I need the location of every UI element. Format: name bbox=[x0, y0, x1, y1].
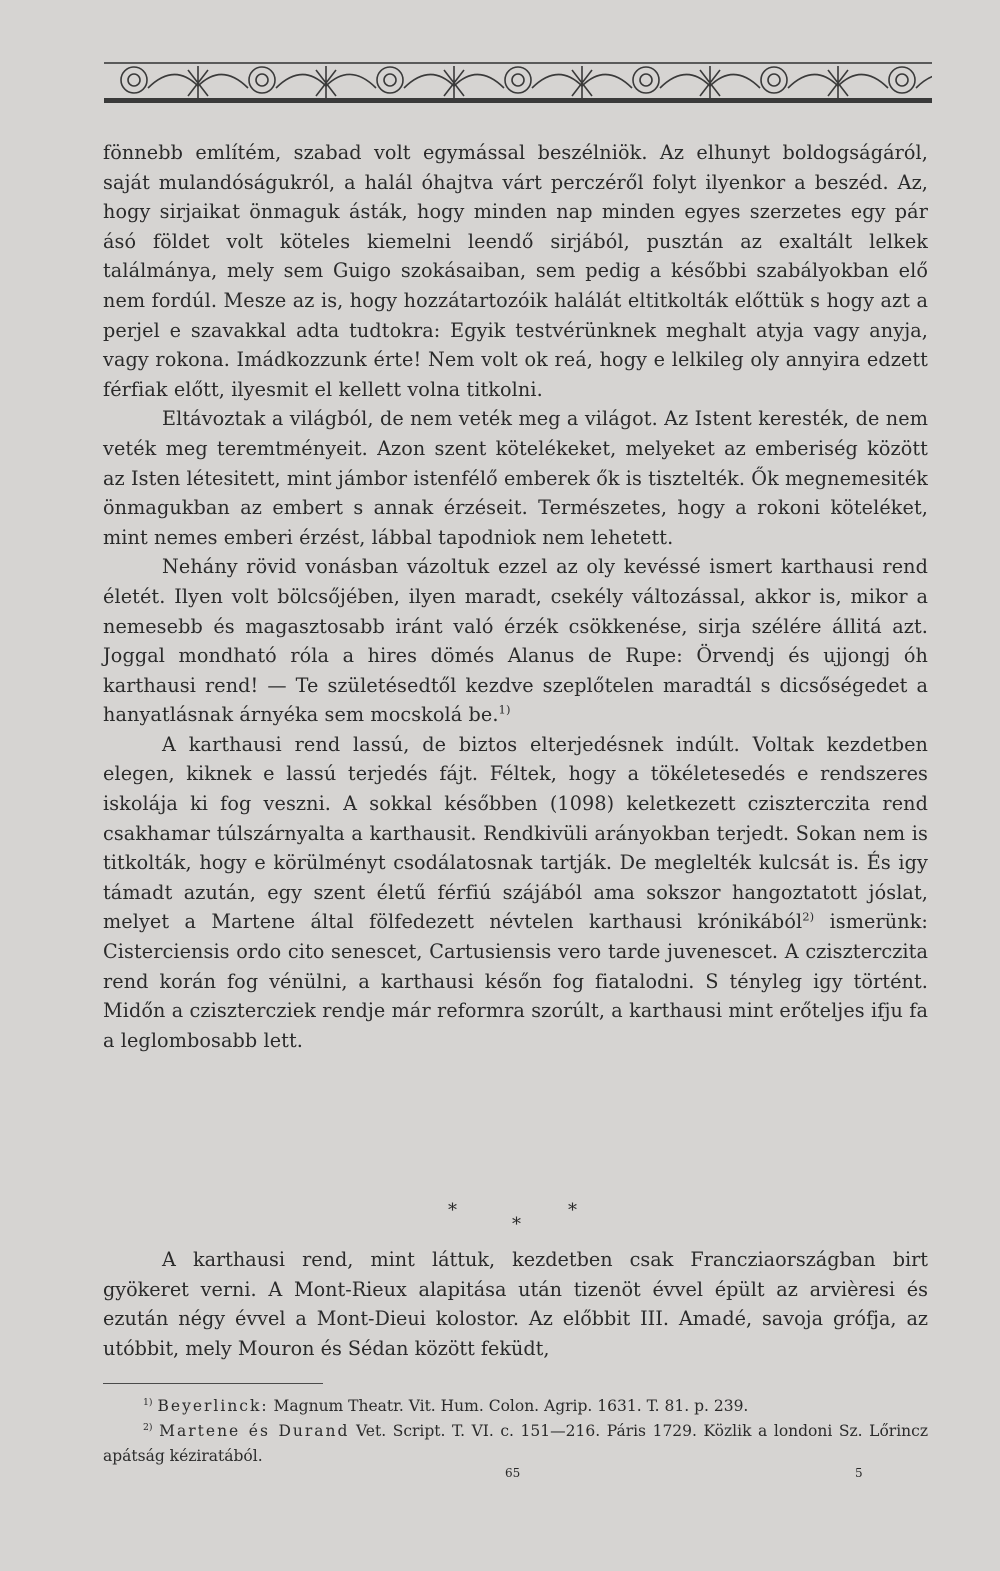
paragraph-4-text: A karthausi rend lassú, de biztos elterjedésnek indúlt. Voltak kezdetben elegen, kiknek e lassú terjedés fájt. Féltek, hogy a tökéletesedés e rendszeres iskolája ki fog veszni. A sokkal későbben (1098) keletkezett cziszterczita rend csakhamar túlszárnyalta a karthausit. Rendkivüli arányokban terjedt. Sokan nem is titkolták, hogy e körülményt csodálatosnak tartják. De meglelték kulcsát is. És igy támadt azután, egy szent életű férfiú szájából ama sokszor hangoztatott jóslat, melyet a Martene által fölfedezett névtelen karthausi krónikából bbox=[103, 732, 928, 934]
footnote-ref-2: 2) bbox=[802, 910, 815, 925]
footnote-2 bbox=[103, 1419, 928, 1469]
signature-number: 65 bbox=[505, 1466, 521, 1480]
paragraph-4-text-cont: ismerünk: Cisterciensis ordo cito senescet, Cartusiensis vero tarde juvenescet. A cziszterczita rend korán fog vénülni, a karthausi későn fog fiatalodni. S tényleg igy történt. Midőn a czisztercziek rendje már reformra szorúlt, a karthausi mint erőteljes ifju fa a leglombosabb lett. bbox=[103, 910, 928, 1052]
star-3: * bbox=[568, 1200, 577, 1221]
footnote-2-text: Vet. Script. T. VI. c. 151—216. Páris 1729. Közlik a londoni Sz. Lőrincz apátság kéziratából. bbox=[103, 1422, 928, 1465]
paragraph-2: Eltávoztak a világból, de nem veték meg a világot. Az Istent keresték, de nem veték meg teremtményeit. Azon szent kötelékeket, melyeket az emberiség között az Isten létesitett, mint jámbor istenfélő emberek ők is tisztelték. Ők megnemesiték önmagukban az embert s annak érzéseit. Természetes, hogy a rokoni köteléket, mint nemes emberi érzést, lábbal tapodniok nem lehetett. bbox=[103, 407, 928, 549]
paragraph-3 bbox=[103, 552, 928, 730]
footnote-2-author: Martene és Durand bbox=[159, 1422, 350, 1440]
sheet-number: 5 bbox=[855, 1466, 863, 1480]
footnote-rule bbox=[103, 1383, 323, 1384]
paragraph-4 bbox=[103, 730, 928, 1056]
paragraph-5: A karthausi rend, mint láttuk, kezdetben csak Francziaországban birt gyökeret verni. A Mont-Rieux alapitása után tizenöt évvel épült az arvièresi és ezután négy évvel a Mont-Dieui kolostor. Az előbbit III. Amadé, savoja grófja, az utóbbit, mely Mouron és Sédan között feküdt, bbox=[103, 1248, 928, 1360]
paragraph-1: fönnebb említém, szabad volt egymással beszélniök. Az elhunyt boldogságáról, saját mulandóságukról, a halál óhajtva várt perczéről folyt ilyenkor a beszéd. Az, hogy sirjaikat önmaguk ásták, hogy minden nap minden egyes szerzetes egy pár ásó földet volt köteles kiemelni leendő sirjából, pusztán az exaltált lelkek találmánya, mely sem Guigo szokásaiban, sem pedig a későbbi szabályokban elő nem fordúl. Mesze az is, hogy hozzátartozóik halálát eltitkolták előttük s hogy azt a perjel e szavakkal adta tudtokra: Egyik testvérünknek meghalt atyja vagy anyja, vagy rokona. Imádkozzunk érte! Nem volt ok reá, hogy e lelkileg oly annyira edzett férfiak előtt, ilyesmit el kellett volna titkolni. bbox=[103, 141, 928, 401]
footnote-mark-2: 2) bbox=[143, 1421, 153, 1433]
footnote-1-text: Magnum Theatr. Vit. Hum. Colon. Agrip. 1631. T. 81. p. 239. bbox=[273, 1397, 749, 1415]
body-text bbox=[103, 138, 928, 1055]
footnotes bbox=[103, 1394, 928, 1469]
header-ornament bbox=[104, 58, 932, 108]
footnote-1 bbox=[103, 1394, 928, 1419]
footnote-mark-1: 1) bbox=[143, 1396, 153, 1408]
paragraph-3-text: Nehány rövid vonásban vázoltuk ezzel az oly kevéssé ismert karthausi rend életét. Ilyen volt bölcsőjében, ilyen maradt, csekély változással, akkor is, mikor a nemesebb és magasztosabb iránt való érzék csökkenése, sirja szélére állitá azt. Joggal mondható róla a hires dömés Alanus de Rupe: Örvendj és ujjongj óh karthausi rend! — Te születésedtől kezdve szeplőtelen maradtál s dicsőségedet a hanyatlásnak árnyéka sem mocskolá be. bbox=[103, 555, 928, 727]
star-2: * bbox=[512, 1214, 521, 1235]
footnote-1-author: Beyerlinck: bbox=[157, 1397, 269, 1415]
footnote-ref-1: 1) bbox=[498, 702, 511, 717]
body-text-2 bbox=[103, 1245, 928, 1363]
star-1: * bbox=[448, 1200, 457, 1221]
section-break bbox=[440, 1200, 600, 1240]
